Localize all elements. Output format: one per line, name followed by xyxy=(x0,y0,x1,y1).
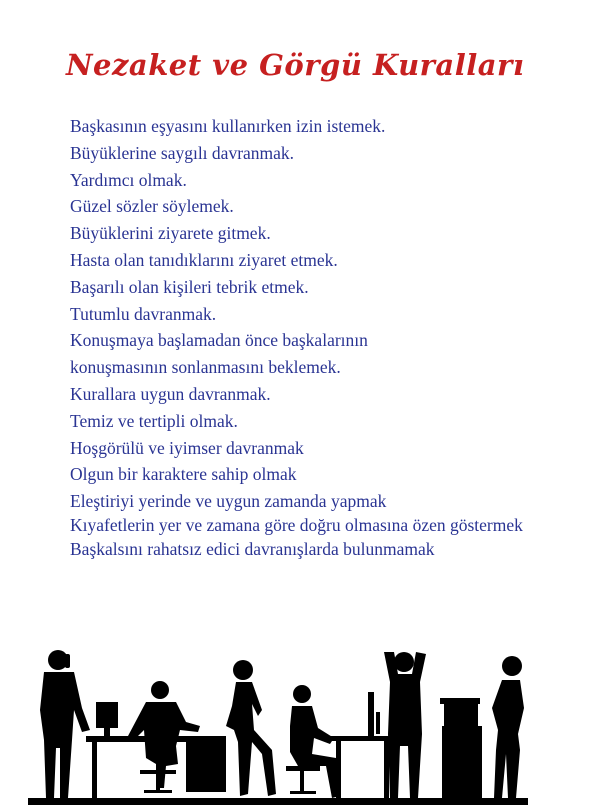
rule-item: Başkalsını rahatsız edici davranışlarda bulunmamak xyxy=(70,538,435,559)
copier-machine xyxy=(440,698,482,798)
desk-right xyxy=(330,692,394,798)
rule-item: Kurallara uygun davranmak. xyxy=(70,383,271,404)
rule-item: Konuşmaya başlamadan önce başkalarının xyxy=(70,330,368,351)
standing-man-stressed xyxy=(384,652,426,798)
rule-item: Tutumlu davranmak. xyxy=(70,303,217,324)
standing-woman-phone xyxy=(492,656,524,798)
standing-woman xyxy=(226,660,276,796)
rule-item: Hoşgörülü ve iyimser davranmak xyxy=(70,437,304,458)
office-people-silhouette-icon xyxy=(0,630,600,808)
rule-item: Eleştiriyi yerinde ve uygun zamanda yapmak xyxy=(70,491,387,512)
monitor-left xyxy=(96,702,118,738)
rule-item: Olgun bir karaktere sahip olmak xyxy=(70,464,297,485)
rules-list xyxy=(70,113,550,563)
rule-item: Hasta olan tanıdıklarını ziyaret etmek. xyxy=(70,249,338,270)
rule-item: Güzel sözler söylemek. xyxy=(70,196,234,217)
rule-item: konuşmasının sonlanmasını beklemek. xyxy=(70,357,341,378)
rule-item: Büyüklerine saygılı davranmak. xyxy=(70,142,295,163)
rule-item: Temiz ve tertipli olmak. xyxy=(70,410,238,431)
page-title: Nezaket ve Görgü Kuralları xyxy=(66,48,525,82)
standing-man-phone xyxy=(40,650,90,798)
floor-line xyxy=(28,798,528,805)
rule-item: Başkasının eşyasını kullanırken izin istemek. xyxy=(70,116,386,136)
rule-item: Büyüklerini ziyarete gitmek. xyxy=(70,223,271,244)
rule-item: Kıyafetlerin yer ve zamana göre doğru olmasına özen göstermek xyxy=(70,514,523,535)
seated-woman-laptop xyxy=(286,685,340,798)
rule-item: Başarılı olan kişileri tebrik etmek. xyxy=(70,276,309,297)
rule-item: Yardımcı olmak. xyxy=(70,169,187,190)
